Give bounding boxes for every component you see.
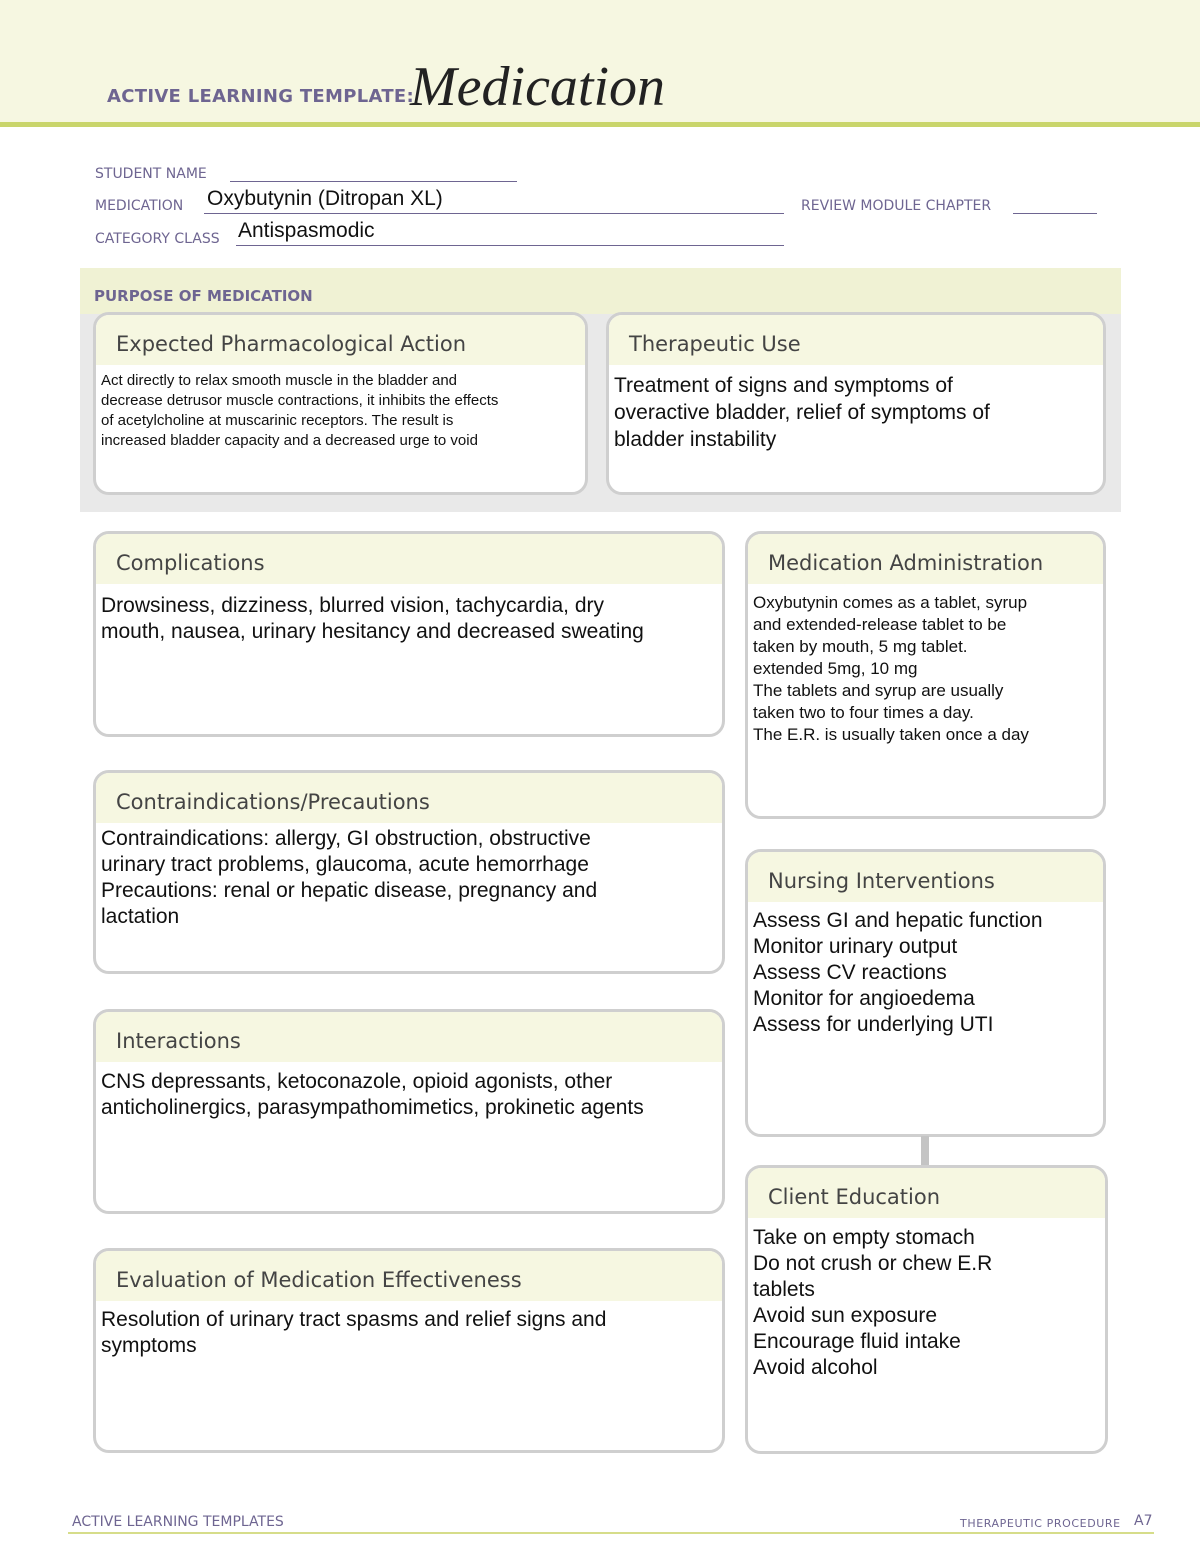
contraindications-title: Contraindications/Precautions <box>116 790 430 814</box>
page-title: Medication <box>410 56 666 118</box>
page-number: A7 <box>1134 1513 1153 1529</box>
therapeutic-use-text[interactable]: Treatment of signs and symptoms of overactive bladder, relief of symptoms of bladder instability <box>614 374 990 451</box>
evaluation-title: Evaluation of Medication Effectiveness <box>116 1268 522 1292</box>
student-name-label: STUDENT NAME <box>95 166 207 182</box>
review-module-line <box>1013 213 1097 214</box>
expected-action-text[interactable]: Act directly to relax smooth muscle in the bladder and decrease detrusor muscle contractions, it inhibits the effects of acetylcholine at muscarinic receptors. The result is increased bladder capacity and a decreased urge to void <box>101 372 499 449</box>
client-education-box <box>745 1165 1108 1454</box>
contraindications-text[interactable]: Contraindications: allergy, GI obstruction, obstructive urinary tract problems, glaucoma, acute hemorrhage Precautions: renal or hepatic disease, pregnancy and lactation <box>101 827 598 928</box>
medication-field[interactable]: Oxybutynin (Ditropan XL) <box>207 187 443 210</box>
category-class-line <box>236 245 784 246</box>
nursing-interventions-box <box>745 849 1106 1137</box>
footer-divider <box>68 1532 1154 1534</box>
template-label: ACTIVE LEARNING TEMPLATE: <box>107 86 414 107</box>
review-module-label: REVIEW MODULE CHAPTER <box>801 198 992 214</box>
complications-box <box>93 531 725 737</box>
medication-administration-box <box>745 531 1106 819</box>
medication-label: MEDICATION <box>95 198 184 214</box>
category-class-field[interactable]: Antispasmodic <box>238 219 375 242</box>
nursing-interventions-title: Nursing Interventions <box>768 869 995 893</box>
contraindications-box <box>93 770 725 974</box>
interactions-title: Interactions <box>116 1029 241 1053</box>
box-connector <box>921 1136 929 1166</box>
interactions-text[interactable]: CNS depressants, ketoconazole, opioid agonists, other anticholinergics, parasympathomimetics, prokinetic agents <box>101 1070 644 1119</box>
evaluation-box <box>93 1248 725 1453</box>
interactions-box <box>93 1009 725 1214</box>
therapeutic-use-box <box>606 312 1106 495</box>
medication-administration-text[interactable]: Oxybutynin comes as a tablet, syrup and extended-release tablet to be taken by mouth, 5 mg tablet. extended 5mg, 10 mg The tablets and syrup are usually taken two to four times a day. The E.R. is usually taken once a day <box>753 593 1029 744</box>
client-education-title: Client Education <box>768 1185 941 1209</box>
footer-right-text: THERAPEUTIC PROCEDURE <box>960 1517 1121 1530</box>
complications-text[interactable]: Drowsiness, dizziness, blurred vision, tachycardia, dry mouth, nausea, urinary hesitancy and decreased sweating <box>101 594 644 643</box>
client-education-text[interactable]: Take on empty stomach Do not crush or chew E.R tablets Avoid sun exposure Encourage fluid intake Avoid alcohol <box>753 1226 993 1379</box>
therapeutic-use-title: Therapeutic Use <box>629 332 801 356</box>
footer-left-text: ACTIVE LEARNING TEMPLATES <box>72 1514 284 1530</box>
purpose-title: PURPOSE OF MEDICATION <box>94 287 313 305</box>
evaluation-text[interactable]: Resolution of urinary tract spasms and relief signs and symptoms <box>101 1308 607 1357</box>
medication-administration-title: Medication Administration <box>768 551 1044 575</box>
expected-action-title: Expected Pharmacological Action <box>116 332 467 356</box>
header-divider <box>0 122 1200 127</box>
category-class-label: CATEGORY CLASS <box>95 231 220 247</box>
expected-action-box <box>93 312 588 495</box>
nursing-interventions-text[interactable]: Assess GI and hepatic function Monitor urinary output Assess CV reactions Monitor for angioedema Assess for underlying UTI <box>753 909 1043 1036</box>
student-name-line <box>230 181 517 182</box>
complications-title: Complications <box>116 551 265 575</box>
medication-line <box>204 213 784 214</box>
